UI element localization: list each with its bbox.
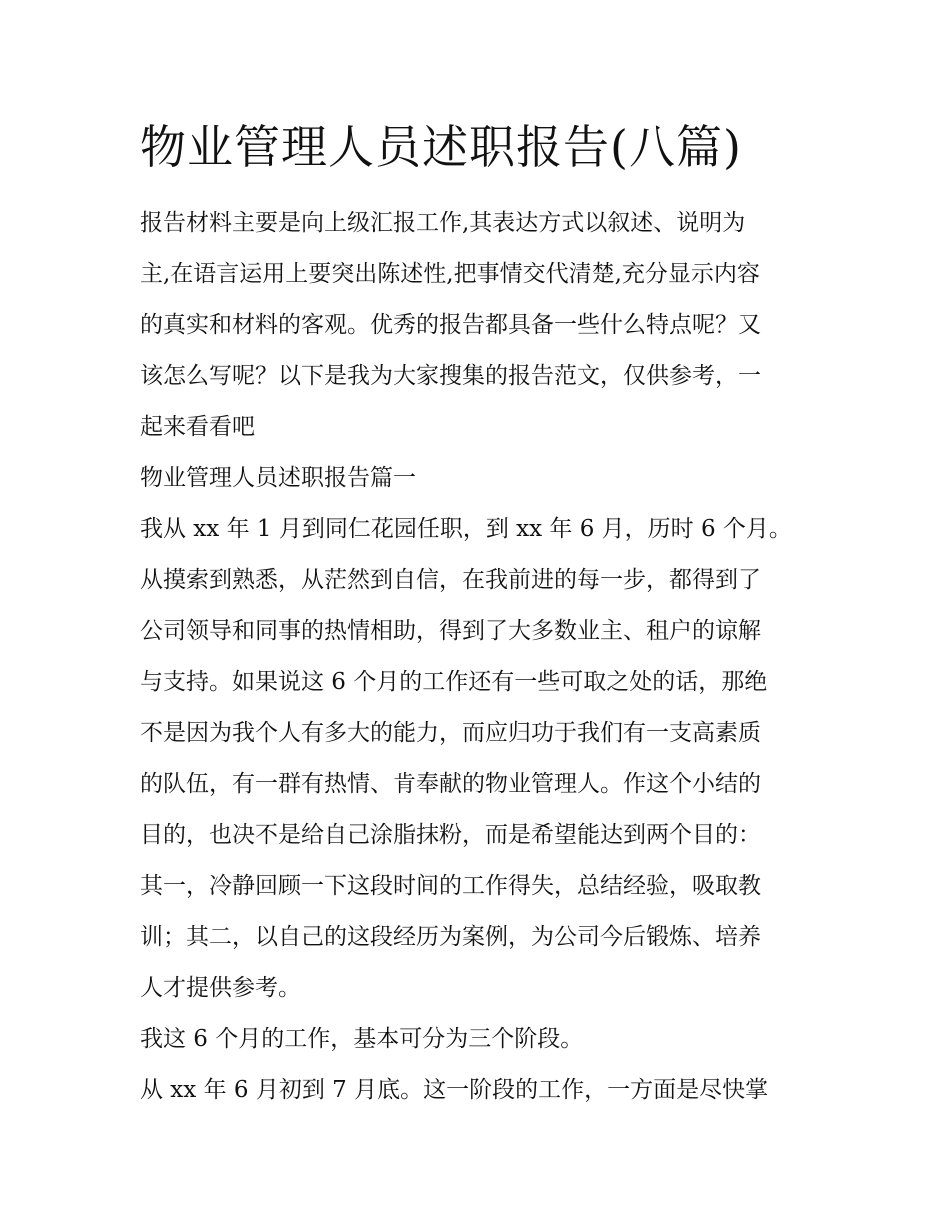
text-line: 起来看看吧 [140, 414, 255, 440]
text-line: 我这 6 个月的工作，基本可分为三个阶段。 [140, 1026, 584, 1052]
text-line: 目的，也决不是给自己涂脂抹粉，而是希望能达到两个目的： [140, 822, 761, 848]
text-line: 其一，冷静回顾一下这段时间的工作得失，总结经验，吸取教 [140, 873, 761, 899]
text-line: 我从 xx 年 1 月到同仁花园任职，到 xx 年 6 月，历时 6 个月。 [140, 516, 792, 542]
text-line: 从 xx 年 6 月初到 7 月底。这一阶段的工作，一方面是尽快掌 [140, 1077, 769, 1103]
intro-paragraph [140, 198, 830, 453]
text-line: 与支持。如果说这 6 个月的工作还有一些可取之处的话，那绝 [140, 669, 768, 695]
section-heading [140, 453, 830, 504]
document-title: 物业管理人员述职报告(八篇) [140, 120, 742, 174]
text-line: 的真实和材料的客观。优秀的报告都具备一些什么特点呢？又 [140, 312, 761, 338]
paragraph-2 [140, 1014, 830, 1065]
paragraph-3 [140, 1065, 830, 1116]
paragraph-1 [140, 504, 830, 1014]
text-line: 的队伍，有一群有热情、肯奉献的物业管理人。作这个小结的 [140, 771, 761, 797]
text-line: 报告材料主要是向上级汇报工作,其表达方式以叙述、说明为 [140, 210, 746, 236]
text-line: 训；其二，以自己的这段经历为案例，为公司今后锻炼、培养 [140, 924, 761, 950]
text-line: 人才提供参考。 [140, 975, 301, 1001]
text-line: 不是因为我个人有多大的能力，而应归功于我们有一支高素质 [140, 720, 761, 746]
text-line: 从摸索到熟悉，从茫然到自信，在我前进的每一步，都得到了 [140, 567, 761, 593]
text-line: 该怎么写呢？以下是我为大家搜集的报告范文，仅供参考，一 [140, 363, 761, 389]
text-line: 主,在语言运用上要突出陈述性,把事情交代清楚,充分显示内容 [140, 261, 760, 287]
text-line: 公司领导和同事的热情相助，得到了大多数业主、租户的谅解 [140, 618, 761, 644]
section-heading-text: 物业管理人员述职报告篇一 [140, 465, 416, 491]
